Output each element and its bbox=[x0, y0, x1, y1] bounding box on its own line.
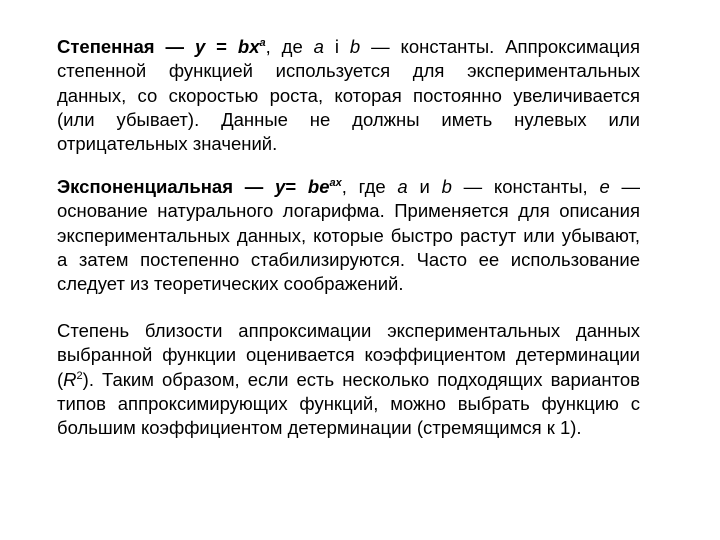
exponential-formula-be: be bbox=[307, 176, 330, 197]
determination-r: R bbox=[63, 368, 77, 390]
exponential-dash: — bbox=[233, 176, 276, 197]
power-formula-exponent: a bbox=[259, 37, 266, 49]
power-term: Степенная bbox=[57, 36, 155, 57]
exponential-text-mid2: и bbox=[407, 176, 442, 197]
exponential-text-rest: — основание натурального логарифма. Применяется для описания экспериментальных данных, которые быстро растут или убывают, а затем постепенно стабилизируются. Часто ее использование следует из теоретических соображений. bbox=[57, 176, 640, 295]
determination-coefficient-paragraph bbox=[57, 319, 640, 440]
power-text-rest: — константы. Аппроксимация степенной функцией используется для экспериментальных данных, со скоростью роста, которая постоянно увеличивается (или убывает). Данные не должны иметь нулевых или отрицательных значений. bbox=[57, 36, 641, 155]
determination-text2: ). Таким образом, если есть несколько подходящих вариантов типов аппроксимирующих функций, можно выбрать функцию с большим коэффициентом детерминации (стремящимся к 1). bbox=[57, 368, 640, 439]
exponential-term: Экспоненциальная bbox=[57, 176, 233, 197]
power-formula-y: y bbox=[194, 36, 206, 57]
power-text-mid1: , де bbox=[265, 36, 314, 57]
exponential-function-paragraph bbox=[57, 175, 640, 296]
power-dash: — bbox=[154, 36, 195, 57]
exponential-formula-y: y bbox=[275, 176, 286, 197]
power-formula-bx: bx bbox=[237, 36, 260, 57]
exponential-text-mid1: , где bbox=[341, 176, 398, 197]
exponential-var-a: a bbox=[397, 176, 408, 197]
determination-text1: Степень близости аппроксимации экспериментальных данных выбранной функции оценивается коэффициентом детерминации ( bbox=[57, 320, 640, 390]
exponential-formula-exponent: ax bbox=[329, 177, 342, 189]
exponential-var-e: e bbox=[599, 176, 610, 197]
exponential-var-b: b bbox=[441, 176, 452, 197]
exponential-text-mid3: — константы, bbox=[451, 176, 600, 197]
power-function-paragraph bbox=[57, 35, 640, 156]
power-formula-eq: = bbox=[205, 36, 238, 57]
power-var-a: a bbox=[313, 36, 324, 57]
power-var-b: b bbox=[349, 36, 361, 57]
exponential-formula-eq: = bbox=[285, 176, 308, 197]
power-text-mid2: і bbox=[323, 36, 350, 57]
determination-r-exponent: 2 bbox=[76, 369, 83, 382]
